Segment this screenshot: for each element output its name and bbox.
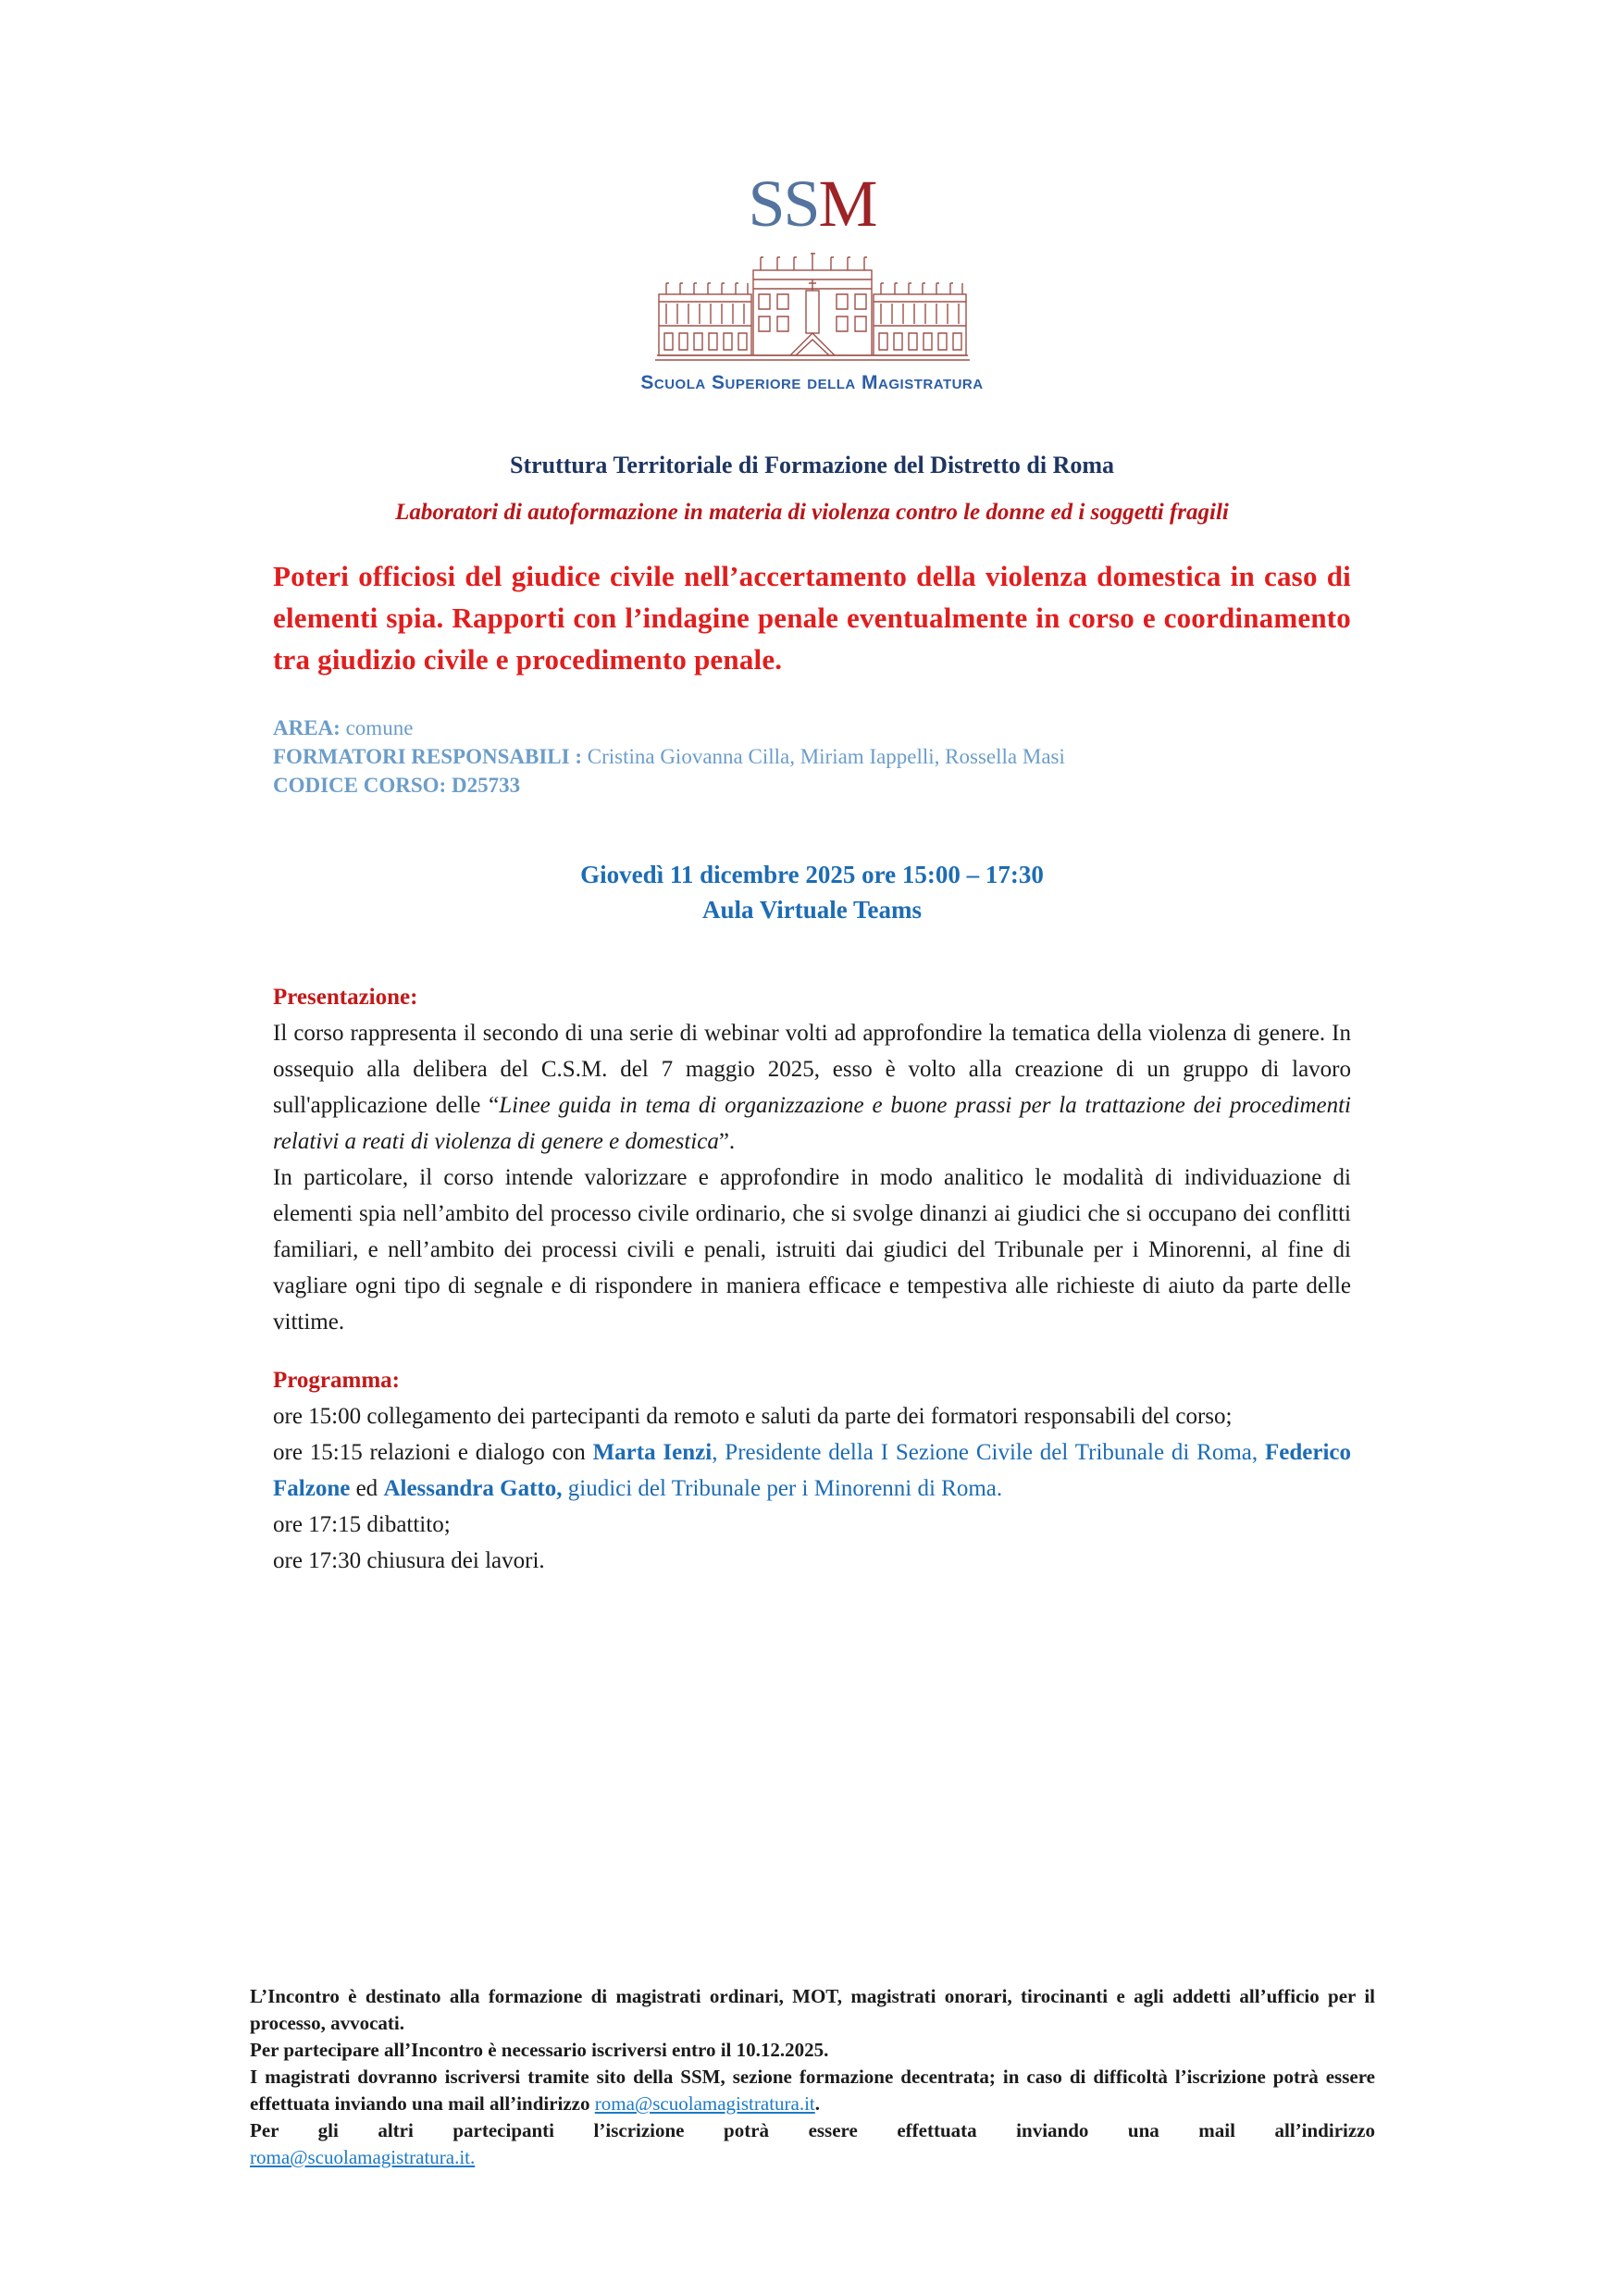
course-meta <box>273 714 1351 800</box>
logo-caption: Scuola Superiore della Magistratura <box>640 372 984 393</box>
event-datetime: Giovedì 11 dicembre 2025 ore 15:00 – 17:30 <box>580 861 1044 888</box>
speaker-marta-ienzi: Marta Ienzi <box>592 1440 713 1465</box>
p1-text-after: ”. <box>718 1129 736 1154</box>
logo-block <box>0 167 1624 394</box>
speaker-federico-falzone: Federico Falzone <box>273 1440 1351 1501</box>
presentation-heading: Presentazione: <box>273 985 418 1010</box>
footer-audience: L’Incontro è destinato alla formazione di magistrati ordinari, MOT, magistrati onorari, tirocinanti e agli addetti all’ufficio per il processo, avvocati. <box>250 1985 1375 2034</box>
ssm-logo-m: M <box>818 167 876 241</box>
meta-formatori <box>273 742 1351 771</box>
program-heading: Programma: <box>273 1368 400 1393</box>
ssm-building-logo <box>655 248 970 363</box>
lab-subheading: Laboratori di autoformazione in materia di violenza contro le donne ed i soggetti fragili <box>395 500 1229 525</box>
program-item-1515 <box>273 1434 1351 1507</box>
program-item-1730: ore 17:30 chiusura dei lavori. <box>273 1548 545 1573</box>
meta-area <box>273 714 1351 742</box>
footer-email-line <box>250 2144 1375 2171</box>
footer-p3-after: . <box>814 2092 821 2115</box>
presentation-paragraph-2: In particolare, il corso intende valorizzare e approfondire in modo analitico le modalità di individuazione di elementi spia nell’ambito del processo civile ordinario, che si svolge dinanzi ai giudici che si occupano dei conflitti familiari, e nell’ambito dei processi civili e penali, istruiti dai giudici del Tribunale per i Minorenni, al fine di vagliare ogni tipo di segnale e di rispondere in maniera efficace e tempestiva alle richieste di aiuto da parte delle vittime. <box>273 1165 1351 1334</box>
program-item-1715: ore 17:15 dibattito; <box>273 1512 451 1537</box>
p1-quoted-italic: Linee guida in tema di organizzazione e buone prassi per la trattazione dei procedimenti relativi a reati di violenza di genere e domestica <box>273 1093 1351 1154</box>
ssm-logo-ss: SS <box>748 167 819 241</box>
presentation-paragraph-1 <box>273 1015 1351 1160</box>
footer-deadline: Per partecipare all’Incontro è necessario iscriversi entro il 10.12.2025. <box>250 2039 829 2061</box>
speaker1-role: , Presidente della I Sezione Civile del Tribunale di Roma, <box>712 1440 1265 1465</box>
ssm-logo <box>0 167 1624 241</box>
codice-label: CODICE CORSO: D25733 <box>273 774 521 797</box>
footer-magistrati-registration <box>250 2064 1375 2117</box>
program-item-1500: ore 15:00 collegamento dei partecipanti da remoto e saluti da parte dei formatori responsabili del corso; <box>273 1404 1233 1429</box>
email-link-magistrati[interactable]: roma@scuolamagistratura.it <box>594 2092 815 2115</box>
program-item2-prefix: ore 15:15 relazioni e dialogo con <box>273 1440 593 1465</box>
formatori-value: Cristina Giovanna Cilla, Miriam Iappelli, Rossella Masi <box>581 745 1065 768</box>
email-link-altri[interactable]: roma@scuolamagistratura.it. <box>250 2146 476 2168</box>
course-title: Poteri officiosi del giudice civile nell’accertamento della violenza domestica in caso di elementi spia. Rapporti con l’indagine penale eventualmente in corso e coordinamento tra giudizio civile e procedimento penale. <box>273 560 1351 676</box>
speaker-alessandra-gatto: Alessandra Gatto, <box>383 1476 563 1501</box>
main-content <box>273 555 1351 1579</box>
formatori-label: FORMATORI RESPONSABILI : <box>273 745 582 768</box>
event-block <box>273 857 1351 927</box>
footer-p3-text: I magistrati dovranno iscriversi tramite sito della SSM, sezione formazione decentrata; in caso di difficoltà l’iscrizione potrà essere effettuata inviando una mail all’indirizzo <box>250 2066 1375 2115</box>
footer-altri-partecipanti: Per gli altri partecipanti l’iscrizione potrà essere effettuata inviando una mail all’indirizzo <box>250 2119 1375 2141</box>
speakers-role: giudici del Tribunale per i Minorenni di Roma. <box>562 1476 1003 1501</box>
registration-footer <box>250 1983 1375 2171</box>
area-label: AREA: <box>273 716 341 739</box>
structure-heading: Struttura Territoriale di Formazione del Distretto di Roma <box>509 452 1115 478</box>
p1-text-before: Il corso rappresenta il secondo di una serie di webinar volti ad approfondire la tematica della violenza di genere. In ossequio alla delibera del C.S.M. del 7 maggio 2025, esso è volto alla creazione di un gruppo di lavoro sull'applicazione delle “ <box>273 1021 1351 1118</box>
event-venue: Aula Virtuale Teams <box>701 896 923 924</box>
speakers-conjunction: ed <box>350 1476 384 1501</box>
meta-codice <box>273 771 1351 800</box>
area-value: comune <box>340 716 414 739</box>
